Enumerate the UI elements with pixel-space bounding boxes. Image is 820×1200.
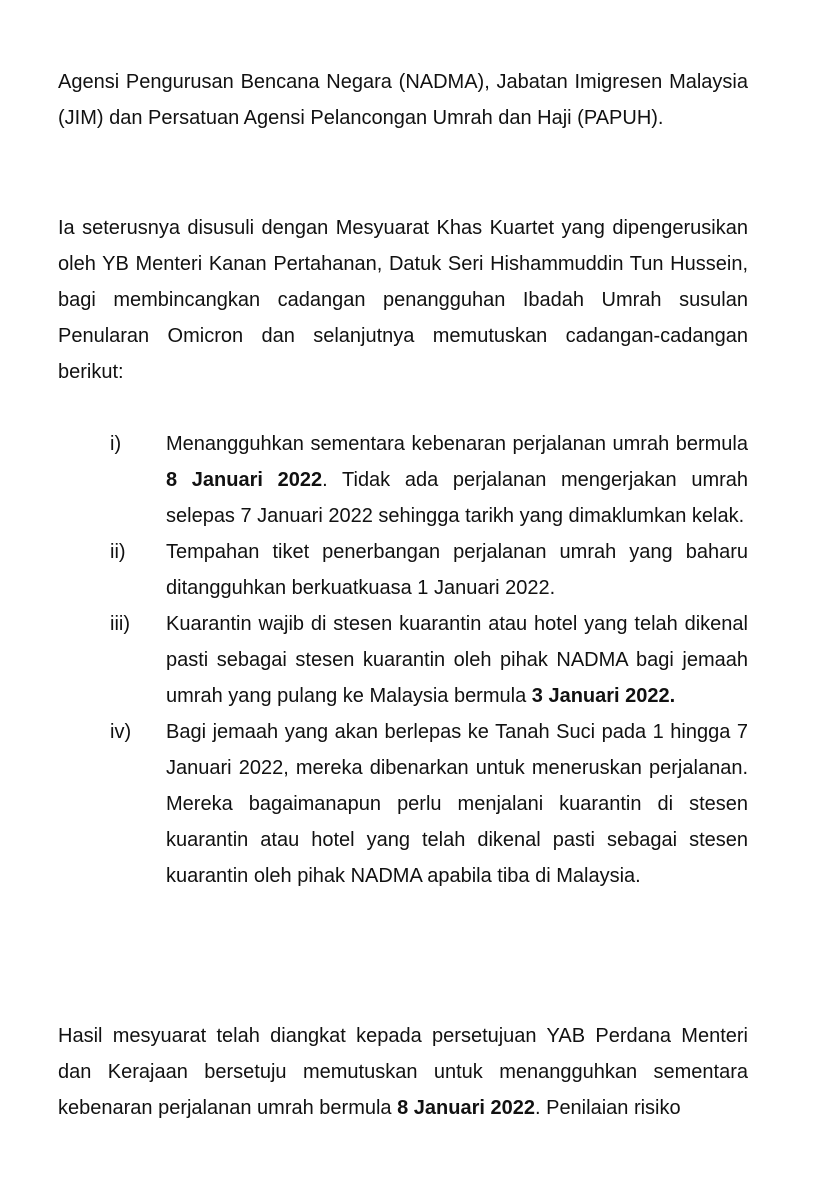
bold-date: 3 Januari 2022. bbox=[531, 685, 676, 707]
list-item-text bbox=[166, 714, 748, 894]
list-item-text bbox=[166, 534, 748, 606]
text-run: . Tidak ada perjalanan mengerjakan umrah selepas 7 Januari 2022 sehingga tarikh yang dimaklumkan kelak. bbox=[166, 469, 749, 527]
paragraph-text: Ia seterusnya disusuli dengan Mesyuarat Khas Kuartet yang dipengerusikan oleh YB Menteri Kanan Pertahanan, Datuk Seri Hishammuddin Tun Hussein, bagi membincangkan cadangan penangguhan Ibadah Umrah susulan Penularan Omicron dan selanjutnya memutuskan cadangan-cadangan berikut: bbox=[58, 217, 748, 383]
bold-date: 8 Januari 2022 bbox=[166, 469, 323, 491]
list-marker: i) bbox=[110, 433, 122, 455]
text-run: . Penilaian risiko bbox=[534, 1097, 681, 1119]
paragraph-text: Agensi Pengurusan Bencana Negara (NADMA), Jabatan Imigresen Malaysia (JIM) dan Persatuan Agensi Pelancongan Umrah dan Haji (PAPUH). bbox=[58, 71, 748, 129]
list-item bbox=[0, 714, 820, 894]
list-item-text bbox=[166, 426, 748, 534]
list-marker: iii) bbox=[110, 613, 130, 635]
list-item bbox=[0, 426, 820, 534]
text-run: Kuarantin wajib di stesen kuarantin atau hotel yang telah dikenal pasti sebagai stesen kuarantin oleh pihak NADMA bagi jemaah umrah yang pulang ke Malaysia bermula bbox=[166, 613, 748, 707]
list-marker: iv) bbox=[110, 721, 132, 743]
text-run: Menangguhkan sementara kebenaran perjalanan umrah bermula bbox=[166, 433, 748, 455]
list-item bbox=[0, 534, 820, 606]
list-item-text bbox=[166, 606, 748, 714]
decision-list bbox=[0, 426, 820, 894]
paragraph-agencies bbox=[58, 64, 748, 136]
text-run: Hasil mesyuarat telah diangkat kepada persetujuan YAB Perdana Menteri dan Kerajaan bersetuju memutuskan untuk menangguhkan sementara kebenaran perjalanan umrah bermula bbox=[58, 1025, 748, 1119]
text-run: Bagi jemaah yang akan berlepas ke Tanah Suci pada 1 hingga 7 Januari 2022, mereka dibenarkan untuk meneruskan perjalanan. Mereka bagaimanapun perlu menjalani kuarantin di stesen kuarantin atau hotel yang telah dikenal pasti sebagai stesen kuarantin oleh pihak NADMA apabila tiba di Malaysia. bbox=[166, 721, 748, 887]
text-run: Tempahan tiket penerbangan perjalanan umrah yang baharu ditangguhkan berkuatkuasa 1 Januari 2022. bbox=[166, 541, 748, 599]
bold-date: 8 Januari 2022 bbox=[397, 1097, 535, 1119]
paragraph-outcome bbox=[58, 1018, 748, 1126]
paragraph-special-meeting bbox=[58, 210, 748, 390]
list-marker: ii) bbox=[110, 541, 126, 563]
list-item bbox=[0, 606, 820, 714]
